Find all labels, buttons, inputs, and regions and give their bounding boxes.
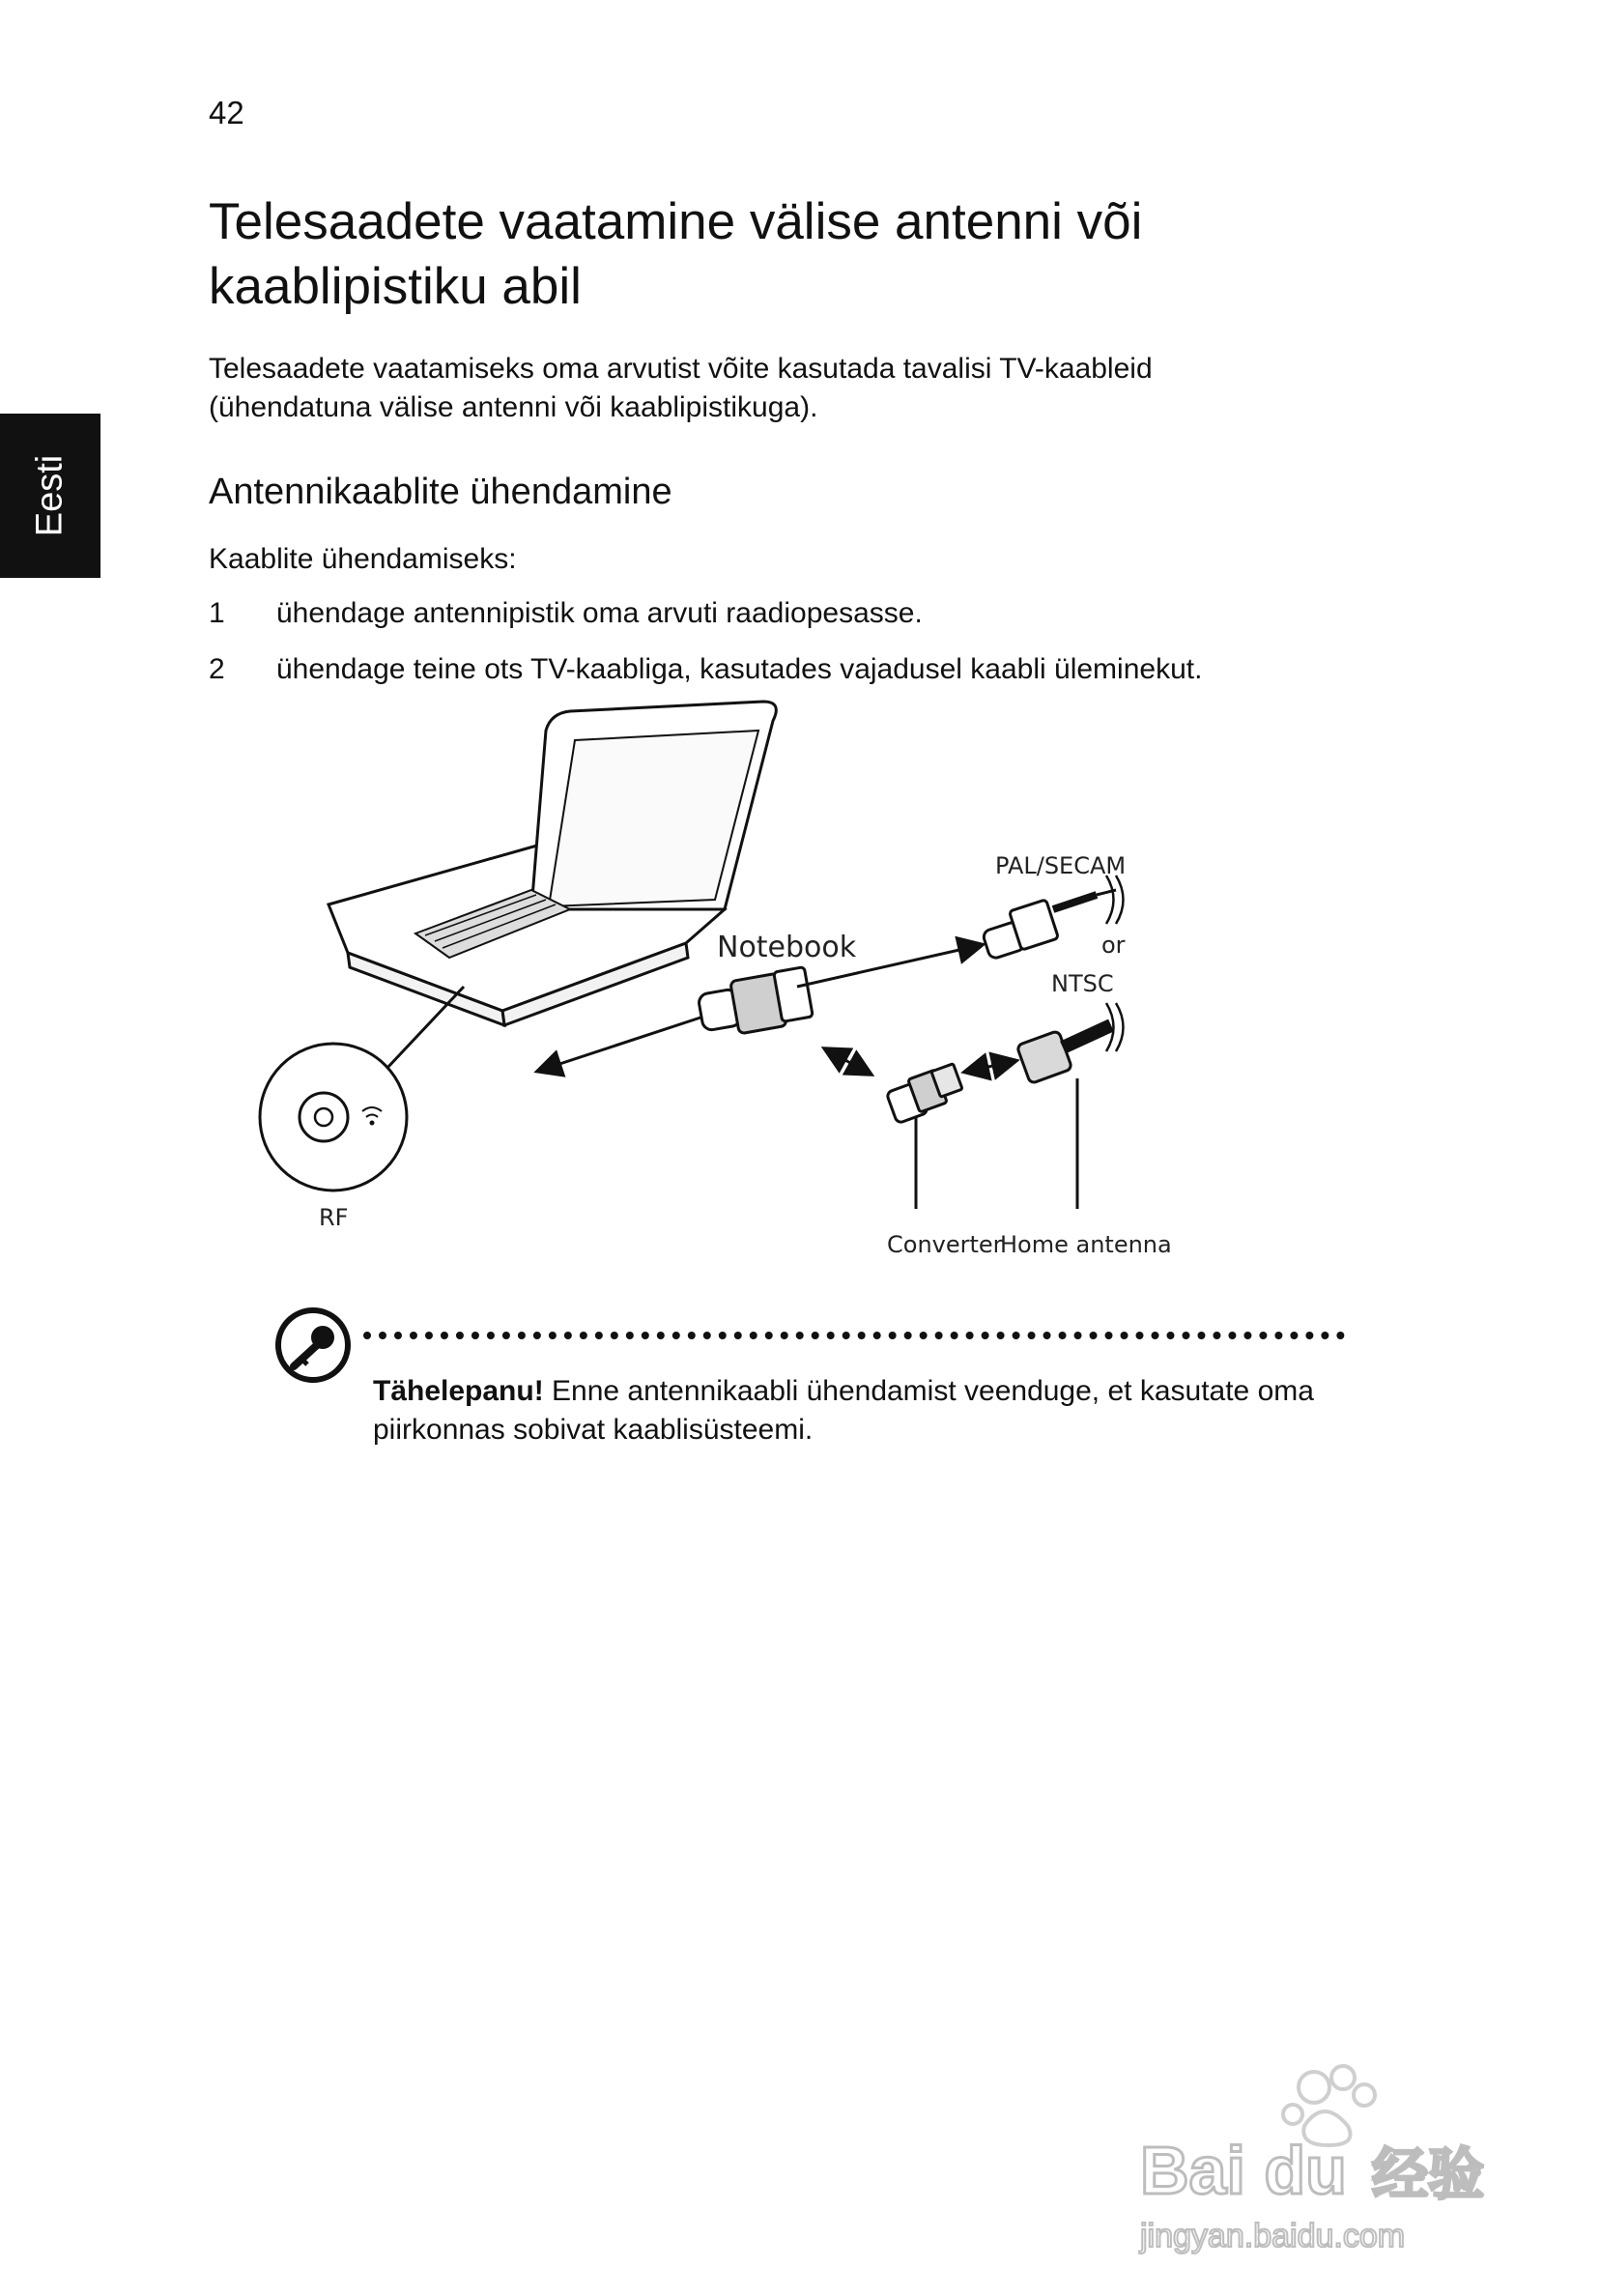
step-text: ühendage antennipistik oma arvuti raadiopesasse. [276, 597, 923, 629]
language-tab-label: Eesti [29, 454, 71, 537]
note-divider [363, 1332, 1345, 1339]
label-converter: Converter [887, 1231, 1003, 1258]
laptop-illustration [329, 702, 776, 1025]
note-label: Tähelepanu! [373, 1375, 544, 1407]
label-ntsc: NTSC [1051, 970, 1114, 997]
label-notebook: Notebook [717, 931, 857, 964]
watermark-brand-cn: 经验 [1372, 2143, 1485, 2206]
note-key-icon [272, 1305, 354, 1386]
connection-diagram [242, 692, 1353, 1301]
ntsc-connector [1016, 1003, 1123, 1084]
language-tab [0, 414, 100, 578]
step-item [209, 597, 923, 630]
label-rf: RF [319, 1204, 349, 1231]
page-title: Telesaadete vaatamine välise antenni või kaablipistiku abil [209, 193, 1143, 315]
rf-port-callout [260, 1044, 407, 1191]
note-body: Enne antennikaabli ühendamist veenduge, et kasutate oma piirkonnas sobivat kaablisüsteemi. [373, 1375, 1314, 1446]
steps-lead: Kaablite ühendamiseks: [209, 543, 517, 575]
note-paragraph [373, 1372, 1339, 1449]
label-home-antenna: Home antenna [1000, 1231, 1172, 1258]
page-number: 42 [209, 95, 244, 130]
intro-paragraph: Telesaadete vaatamiseks oma arvutist võite kasutada tavalisi TV-kaableid (ühendatuna välise antenni või kaablipistikuga). [209, 353, 1153, 423]
watermark-brand: Bai du [1140, 2133, 1347, 2208]
converter-adapter [886, 1064, 962, 1124]
step-text: ühendage teine ots TV-kaabliga, kasutades vajadusel kaabli üleminekut. [276, 653, 1203, 685]
step-item [209, 653, 1202, 686]
section-title: Antennikaablite ühendamine [209, 472, 672, 512]
notebook-plug [698, 967, 813, 1034]
step-number: 1 [209, 597, 225, 629]
watermark-url: jingyan.baidu.com [1140, 2218, 1406, 2254]
baidu-watermark [1121, 2029, 1507, 2261]
step-number: 2 [209, 653, 225, 685]
label-or: or [1101, 932, 1126, 959]
label-pal-secam: PAL/SECAM [995, 852, 1127, 879]
